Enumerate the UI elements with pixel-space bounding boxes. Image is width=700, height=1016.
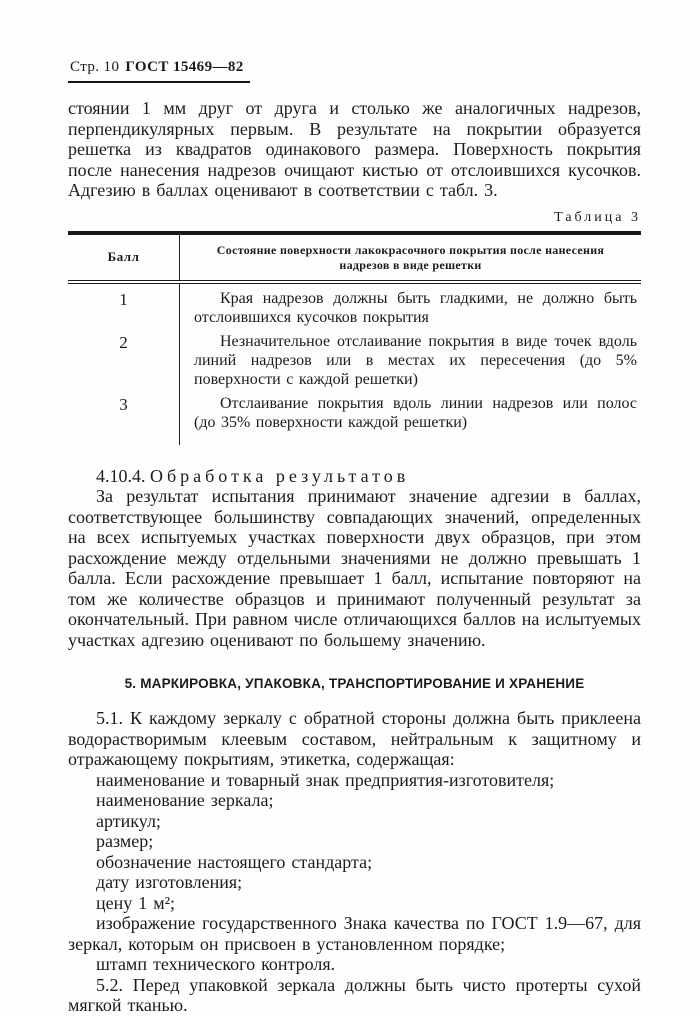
description-cell: Края надрезов должны быть гладкими, не должно быть отслоившихся кусочков покрытия	[194, 289, 637, 326]
page-number-label: Стр. 10	[70, 59, 120, 75]
table-row	[68, 327, 641, 389]
score-cell: 3	[68, 389, 180, 432]
list-item: размер;	[96, 831, 154, 851]
clause-5-2-paragraph: 5.2. Перед упаковкой зеркала должны быть чисто протерты сухой мягкой тканью.	[68, 974, 641, 1015]
table-column-rule-tail	[68, 432, 641, 445]
table-caption: Таблица 3	[554, 209, 641, 225]
table-header-score: Балл	[68, 235, 180, 280]
page-header	[68, 59, 250, 83]
description-cell: Отслаивание покрытия вдоль линии надрезов или полос (до 35% поверхности каждой решетки)	[194, 394, 637, 431]
section-4-10-4-title	[68, 466, 641, 487]
clause-5-1-paragraph: 5.1. К каждому зеркалу с обратной стороны должна быть приклеена водорастворимым клеевым составом, нейтральным к защитному и отражающему покрытиям, этикетка, содержащая:	[68, 708, 641, 769]
list-item: наименование зеркала;	[96, 790, 274, 810]
score-cell: 1	[68, 284, 180, 327]
description-cell: Незначительное отслаивание покрытия в виде точек вдоль линий надрезов или в местах их пересечения (до 5% поверхности с каждой решетки)	[194, 332, 637, 388]
list-item: штамп технического контроля.	[96, 954, 336, 974]
doc-number: ГОСТ 15469—82	[125, 59, 244, 75]
label-contents-list	[68, 770, 641, 975]
list-item: наименование и товарный знак предприятия-изготовителя;	[96, 769, 555, 790]
intro-paragraph: стоянии 1 мм друг от друга и столько же аналогичных надрезов, перпендикулярных первым. В результате на покрытии образуется решетка из квадратов одинакового размера. Поверхность покрытия после нанесения надрезов очищают кистью от отслоившихся кусочков. Адгезию в баллах оценивают в соответствии с табл. 3.	[68, 98, 641, 200]
list-item: изображение государственного Знака качества по ГОСТ 1.9—67, для зеркал, которым он присвоен в установленном порядке;	[68, 913, 641, 954]
section-number: 4.10.4.	[96, 465, 146, 486]
section-4-10-4-paragraph: За результат испытания принимают значение адгезии в баллах, соответствующее большинству совпадающих значений, определенных на всех испытуемых участках поверхности двух образцов, при этом расхождение между отдельными значениями не должно превышать 1 балла. Если расхождение превышает 1 балл, испытание повторяют на том же количестве образцов и принимают полученный результат за окончательный. При равном числе отличающихся баллов на ислытуемых участках адгезию оценивают по большему значению.	[68, 486, 641, 650]
adhesion-score-table	[68, 231, 641, 445]
score-cell: 2	[68, 327, 180, 389]
list-item: обозначение настоящего стандарта;	[96, 851, 373, 872]
section-title-text: Обработка результатов	[150, 465, 410, 486]
table-body	[68, 284, 641, 445]
table-row	[68, 284, 641, 327]
table-row	[68, 389, 641, 432]
list-item: дату изготовления;	[96, 872, 243, 892]
table-header-description: Состояние поверхности лакокрасочного покрытия после нанесения надрезов в виде решетки	[216, 242, 605, 272]
section-5-heading: 5. МАРКИРОВКА, УПАКОВКА, ТРАНСПОРТИРОВАНИЕ И ХРАНЕНИЕ	[124, 676, 585, 691]
table-header-row	[68, 235, 641, 284]
section-5	[68, 676, 641, 1016]
list-item: цену 1 м²;	[96, 892, 176, 913]
list-item: артикул;	[96, 810, 161, 831]
section-4-10-4	[68, 466, 641, 651]
